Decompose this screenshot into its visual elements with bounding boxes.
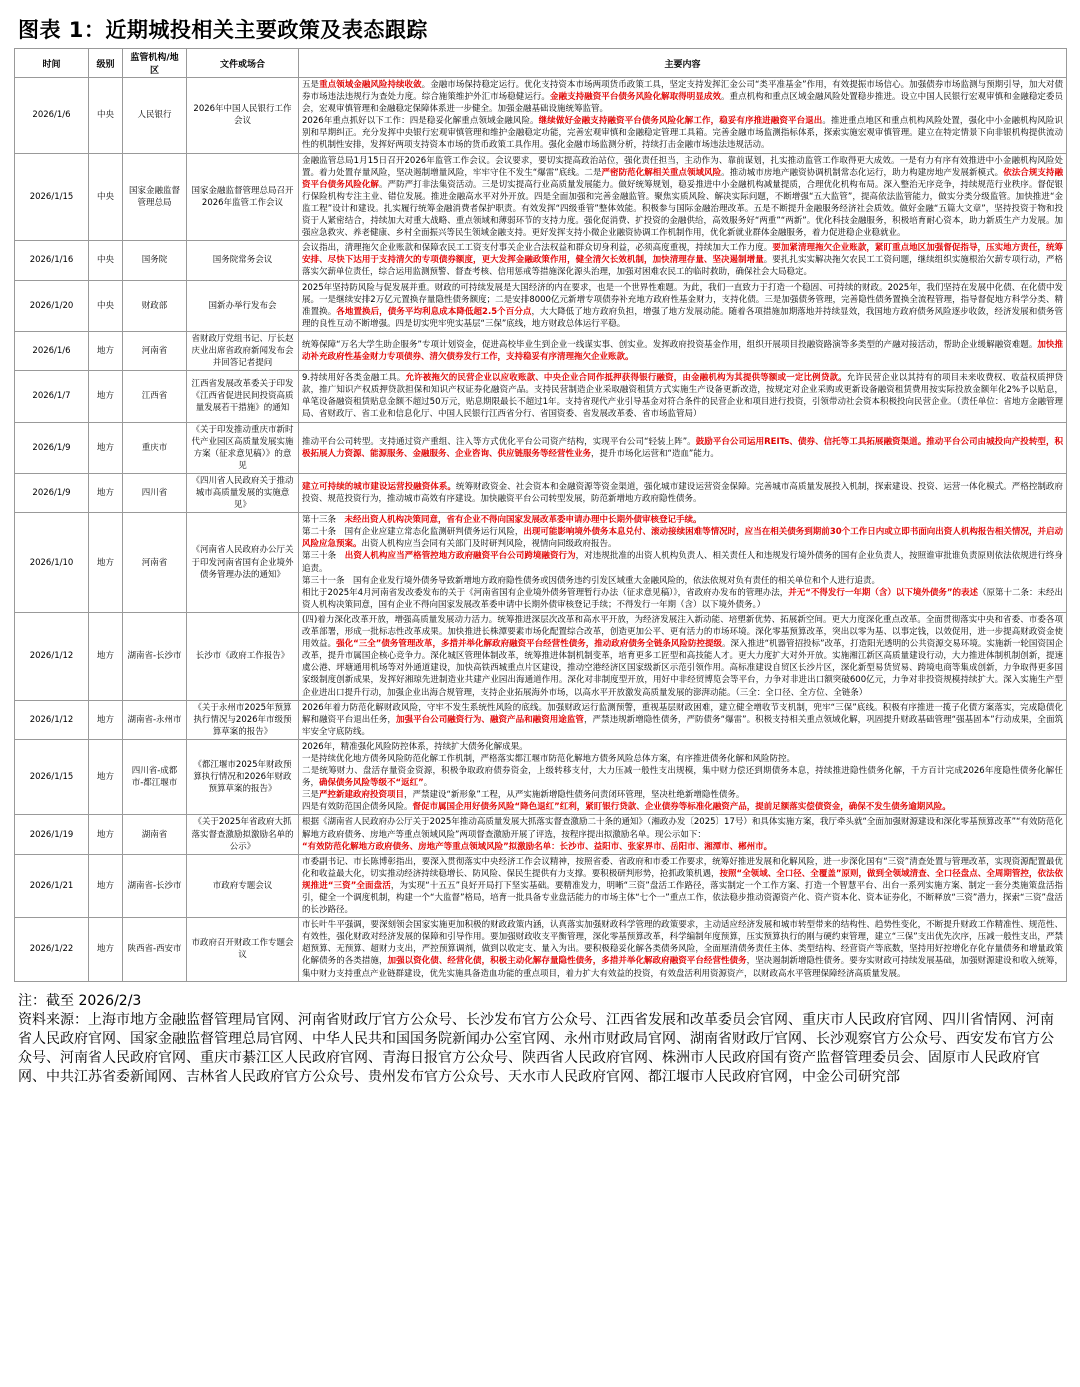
cell-content: [299, 739, 1067, 815]
content-text: 二是统筹财力、盘活存量资金资源，积极争取政府债券资金，上级转移支付，大力压减一般性支出规模，集中财力偿还到期债务本息，持续推进隐性债务化解，千方百计完成2026年度隐性债务化解任务，: [302, 766, 1063, 789]
content-text: ，提升市场化运营和“造血”能力。: [591, 448, 719, 459]
cell-level: 中央: [89, 241, 123, 280]
content-text: 2026年重点抓好以下工作：四是稳妥化解重点领域金融风险。: [302, 116, 539, 127]
highlight-text: 出现可能影响境外债务本息兑付、滚动接续困难等情况时，应当在相关债务到期前30个工作日内或立即书面向出资人机构报告相关情况，并启动风险应急预案。: [302, 527, 1063, 550]
cell-doc: 《四川省人民政府关于推动城市高质量发展的实施意见》: [187, 473, 299, 512]
cell-date: 2026/1/12: [15, 612, 89, 700]
content-text: 2025年坚持防风险与促发展并重。财政的可持续发展是大国经济的内在要求，也是一个世界性难题。为此，我们一直致力于打造一个稳固、可持续的财政。2025年，我们坚持在发展中化债、在化债中发展。一是继续安排2万亿元置换存量隐性债务额度；二是安排8000亿元新增专项债券补充地方政府性基金财力，支持化债。三是加强债务管理，完善隐性债务置换全流程管理，指导督促地方科学分类、精准置换。: [302, 282, 1063, 317]
policy-table: [14, 48, 1067, 982]
cell-doc: 市政府召开财政工作专题会议: [187, 918, 299, 981]
table-row: [15, 78, 1067, 154]
content-text: ，为实现“十五五”良好开局打下坚实基础。要精准发力，明晰“三资”盘活工作路径，落实制定一个工作方案、打造一个智慧平台、出台一系列实施方案、制定一套分类施策盘活指引，健全一个调度机制，构建一个“大监督”格局，培育一批具备专业盘活能力的市场主体“七个一”重点工作，依法稳步推动资源资产化、资产资本化、资本证券化，不断释放“三资”潜力，探索“三资”盘活的长沙路径。: [302, 880, 1063, 916]
highlight-text: 出资人机构应当严格管控地方政府融资平台公司跨境融资行为: [344, 551, 576, 562]
cell-date: 2026/1/16: [15, 241, 89, 280]
cell-level: 地方: [89, 331, 123, 370]
highlight-text: 严控新建政府投资项目: [319, 790, 405, 801]
cell-level: 地方: [89, 739, 123, 815]
highlight-text: 加强平台公司融资行为、融资产品和融资用途监管: [395, 714, 584, 725]
content-text: ，对违规批准的出资人机构负责人、相关责任人和违规发行境外债务的国有企业负责人，按照谁审批谁负责原则依法依规进行终身追责。: [302, 551, 1063, 574]
highlight-text: 严密防范化解相关重点领域风险: [601, 167, 722, 178]
table-row: [15, 331, 1067, 370]
content-text: 。要扎扎实实解决拖欠农民工工资问题，继续组织实施根治欠薪专项行动，严格落实欠薪单位责任，综合运用监测预警、督查考核、信用惩戒等措施深化源头治理，加强对困难农民工的临时救助，确保社会大局稳定。: [302, 255, 1063, 278]
cell-content: [299, 612, 1067, 700]
cell-region: 人民银行: [123, 78, 187, 154]
cell-content: [299, 700, 1067, 739]
cell-date: 2026/1/15: [15, 739, 89, 815]
footer: [14, 992, 1066, 1087]
content-text: 根据《湖南省人民政府办公厅关于2025年推动高质量发展大抓落实督查激励二十条的通知》（湘政办发〔2025〕17号）和具体实施方案，我厅牵头就“全面加强财源建设和深化零基预算改革”“有效防范化解地方政府债务、房地产等重点领域风险”两项督查激励开展了评选，按程序提出拟激励名单。现公示如下：: [302, 817, 1063, 840]
highlight-text: 各地置换后，债务平均利息成本降低超2.5个百分点: [336, 306, 532, 317]
cell-date: 2026/1/15: [15, 153, 89, 241]
table-row: [15, 815, 1067, 854]
cell-doc: 《河南省人民政府办公厅关于印发河南省国有企业境外债务管理办法的通知》: [187, 513, 299, 613]
content-text: 第十三条: [302, 515, 345, 526]
cell-level: 中央: [89, 280, 123, 331]
cell-doc: 国务院常务会议: [187, 241, 299, 280]
table-row: [15, 612, 1067, 700]
cell-region: 湖南省-长沙市: [123, 612, 187, 700]
cell-doc: 长沙市《政府工作报告》: [187, 612, 299, 700]
cell-doc: 省财政厅党组书记、厅长赵庆业出席省政府新闻发布会并回答记者提问: [187, 331, 299, 370]
content-text: 会议指出，清理拖欠企业账款和保障农民工工资支付事关企业合法权益和群众切身利益，必须高度重视，持续加大工作力度。: [302, 243, 773, 254]
content-text: 。严防严打非法集资活动。三是切实提高行业高质量发展能力。做好统筹规划，稳妥推进中小金融机构减量提质，合理优化机构布局。深入整治无序竞争，持续规范行业秩序。督促银行保险机构专注主业、错位发展。推进金融高水平对外开放。四是全面加强和完善金融监管。聚焦实质风险、解决实际问题，不断增强“五大监管”，提高依法监管能力，做实分类分级监管。加快推进“金监工程”设计和建设。扎实履行统筹金融消费者保护职责。有效发挥“四级垂管”整体效能。积极参与国际金融治理改革。五是不断提升金融服务经济社会质效。做好金融“五篇大文章”，坚持投资于物和投资于人紧密结合，持续加大对重大战略、重点领域和薄弱环节的支持力度。强化促消费、扩投资的金融供给，高效服务好“两重”“两新”。优化科技金融服务，积极培育耐心资本，助力新质生产力发展。加强应急救灾、养老健康、乡村全面振兴等民生领域金融支持。更好发挥支持小微企业融资协调工作机制作用，优化新就业群体金融服务，着力促进稳企业稳就业。: [302, 179, 1063, 239]
cell-content: [299, 331, 1067, 370]
cell-level: 中央: [89, 153, 123, 241]
content-text: 四是有效防范国企债务风险。: [302, 802, 413, 813]
highlight-text: 重点领域金融风险持续收敛: [319, 80, 422, 90]
cell-level: 地方: [89, 854, 123, 917]
table-row: [15, 422, 1067, 473]
cell-region: 河南省: [123, 513, 187, 613]
cell-content: [299, 422, 1067, 473]
content-text: 统筹财政资金、社会资本和金融资源等资金渠道，强化城市建设运营资金保障。完善城市高质量发展投入机制，探索建设、投资、运营一体化模式。严格控制政府投资、规范投资行为，推动城市高效有序建设。加快融资平台公司转型发展，防范新增地方政府隐性债务。: [302, 481, 1063, 505]
cell-date: 2026/1/21: [15, 854, 89, 917]
table-row: [15, 854, 1067, 917]
content-text: (四)着力深化改革开放，增强高质量发展动力活力。统筹推进深层次改革和高水平开放，为经济发展注入新动能、培塑新优势、拓展新空间。更大力度深化重点改革。全面贯彻落实中央和省委、市委各项改革部署，形成一批标志性改革成果。加快推进长株潭要素市场化配置综合改革，创造更加公平、更有活力的市场环境。深化零基预算改革，突出以零为基、以事定钱，以效促用，进一步提高财政资金使用效益。: [302, 614, 1063, 650]
content-text: 。: [423, 778, 433, 789]
cell-date: 2026/1/7: [15, 371, 89, 422]
table-row: [15, 739, 1067, 815]
content-text: 2026年，精准强化风险防控体系，持续扩大债务化解成果。: [302, 741, 528, 752]
cell-doc: 《关于印发推动重庆市新时代产业园区高质量发展实施方案（征求意见稿）》的意见: [187, 422, 299, 473]
cell-date: 2026/1/9: [15, 422, 89, 473]
content-text: 统筹保障“万名大学生助企服务”专项计划资金，促进高校毕业生到企业一线谋实事、创实业。发挥政府投资基金作用，组织开展项目投融资路演等多类型的产融对接活动，帮助企业缓解融资难题。: [302, 339, 1038, 350]
cell-region: 财政部: [123, 280, 187, 331]
cell-date: 2026/1/19: [15, 815, 89, 854]
content-text: 第二十条 国有企业应建立常态化监测研判债务运行风险，: [302, 527, 524, 538]
cell-date: 2026/1/6: [15, 331, 89, 370]
footer-note: 注：截至 2026/2/3: [18, 992, 142, 1009]
content-text: 相比于2025年4月河南省发改委发布的关于《河南省国有企业境外债务管理暂行办法（征求意见稿）》，省政府办发布的管理办法，: [302, 587, 789, 598]
cell-region: 四川省-成都市-都江堰市: [123, 739, 187, 815]
cell-doc: 《都江堰市2025年财政预算执行情况和2026年财政预算草案的报告》: [187, 739, 299, 815]
content-text: 第三十条: [302, 551, 345, 562]
cell-date: 2026/1/9: [15, 473, 89, 512]
content-text: 。重点机构和重点区域金融风险处置稳步推进。设立中国人民银行宏观审慎和金融稳定委员会，宏观审慎管理和金融稳定保障体系进一步健全。加强金融基础设施统筹监管。: [302, 92, 1063, 115]
cell-content: [299, 854, 1067, 917]
highlight-text: 鼓励平台公司运用REITs、债券、信托等工具拓展融资渠道。推动平台公司由城投向产投转型，积极拓展人力资源、能源服务、金融服务、企业咨询、供应链服务等经营性业务: [302, 436, 1064, 459]
figure-title: 图表 1：近期城投相关主要政策及表态跟踪: [18, 18, 428, 42]
highlight-text: 确保债务风险等级不“返红”: [319, 778, 424, 789]
cell-level: 地方: [89, 371, 123, 422]
table-header-row: [15, 49, 1067, 78]
cell-doc: 江西省发展改革委关于印发《江西省促进民间投资高质量发展若干措施》的通知: [187, 371, 299, 422]
cell-doc: 《关于永州市2025年预算执行情况与2026年市级预算草案的报告》: [187, 700, 299, 739]
cell-level: 地方: [89, 473, 123, 512]
highlight-text: 并无“不得发行一年期（含）以下境外债务”的表述: [788, 587, 978, 598]
cell-content: [299, 513, 1067, 613]
cell-content: [299, 918, 1067, 981]
content-text: 允许民营企业以其持有的项目未来收费权、收益权质押贷款，推广知识产权质押贷款担保和知识产权证券化融资产品。支持民营制造企业采取融资租赁方式实施生产设备更新改造，按规定对企业采购或更新设备融资租赁费用按实际投放金额年化2%予以贴息，单笔设备融资租赁贴息金额不超过50万元，贴息期限最长不超过1年。支持省现代产业引导基金对符合条件的民营企业和项目进行投资，引领带动社会资本积极投向民营企业。（责任单位：省地方金融管理局、省财政厅、省工业和信息化厅、中国人民银行江西省分行、省国资委、省发展改革委、省市场监管局）: [302, 373, 1063, 420]
content-text: 出资人机构应当会同有关部门及时研判风险，视情向同级政府报告。: [361, 539, 617, 550]
cell-content: [299, 153, 1067, 241]
highlight-text: 要加紧清理拖欠企业账款，紧盯重点地区加强督促指导，压实地方责任，统筹安排、尽快下达用于支持清欠的专项债券额度，更大发挥金融政策作用，健全清欠长效机制，加快清理存量、坚决遏制增量: [302, 243, 1063, 266]
content-text: 市委副书记、市长陈博彰指出，要深入贯彻落实中央经济工作会议精神，按照省委、省政府和市委工作要求，统筹好推进发展和化解风险，进一步深化国有“三资”清查处置与管理改革，实现资源配置最优化和收益最大化，切实推动经济持续稳增长、防风险、保民生提供有力支撑。要积极研判形势，抢抓政策机遇，: [302, 856, 1063, 879]
cell-content: [299, 280, 1067, 331]
content-text: 市长叶牛平强调，要深刻领会国家实施更加积极的财政政策内涵，认真落实加强财政科学管理的政策要求，主动适应经济发展和城市转型带来的结构性、趋势性变化，不断提升财政工作精准性、规范性、有效性，强化财政对经济发展的保障和引导作用。要加强财政收支平衡管理，深化零基预算改革，科学编制年度预算，压实预算执行的刚与硬约束管理，建立“三保”支出优先次序，压减一般性支出，严禁超预算、无预算、超财力支出，严控预算调剂，做到以收定支、量入为出。要积极稳妥化解各类债务风险，全面厘清债务责任主体、类型结构、经营资产等底数，坚持用好控增化存化存量债务和增量政策化解债务的各类措施，: [302, 920, 1063, 967]
cell-doc: 2026年中国人民银行工作会议: [187, 78, 299, 154]
content-text: 9.持续用好各类金融工具。: [302, 373, 406, 384]
cell-level: 中央: [89, 78, 123, 154]
cell-doc: 国新办举行发布会: [187, 280, 299, 331]
content-text: 。金融市场保持稳定运行。优化支持资本市场两项货币政策工具，坚定支持发挥汇金公司“类平准基金”作用，有效提振市场信心。加强债券市场监测与预期引导，加大对债券市场违法违规行为查处力度。综合施策维护外汇市场稳健运行。: [302, 80, 1063, 103]
content-text: ，坚决遏制新增隐性债务。要夯实财政可持续发展基础，加强财源建设和收入统筹，集中财力支持重点产业链群建设，优先实施具备造血功能的重点项目，着力扩大有效益的投资，有效盘活利用资源资产，以财政高水平管理保障经济高质量发展。: [302, 956, 1063, 979]
cell-date: 2026/1/6: [15, 78, 89, 154]
highlight-text: 督促市属国企用好债务风险“降色退红”红利，紧盯银行贷款、企业债券等标准化融资产品，提前足额落实偿债资金，确保不发生债务逾期风险。: [412, 802, 951, 813]
cell-region: 湖南省-永州市: [123, 700, 187, 739]
footer-sources: 资料来源：上海市地方金融监督管理局官网、河南省财政厅官方公众号、长沙发布官方公众号、江西省发展和改革委员会官网、重庆市人民政府官网、四川省情网、河南省人民政府官网、国家金融监督管理总局官网、中华人民共和国国务院新闻办公室官网、永州市财政局官网、湖南省财政厅官网、长沙观察官方公众号、西安发布官方公众号、河南省人民政府官网、重庆市綦江区人民政府官网、青海日报官方公众号、陕西省人民政府官网、株洲市人民政府国有资产监督管理委员会、固原市人民政府官网、中共江苏省委新闻网、吉林省人民政府官方公众号、贵州发布官方公众号、天水市人民政府官网、都江堰市人民政府官网，中金公司研究部: [18, 1011, 1054, 1085]
cell-content: [299, 815, 1067, 854]
content-text: 三是: [302, 790, 320, 801]
content-text: ，严禁违规新增隐性债务，严防债务“爆雷”。积极支持相关重点领域化解，巩固提升财政基础管理“强基固本”行动成果，全面筑牢安全守底防线。: [302, 714, 1063, 737]
table-body: [15, 78, 1067, 982]
cell-region: 重庆市: [123, 422, 187, 473]
highlight-text: 金融支持融资平台债务风险化解取得明显成效: [549, 92, 721, 103]
table-row: [15, 918, 1067, 981]
content-text: ，严禁建设“新形象”工程，从严实施新增隐性债务问责闭环管理，坚决杜绝新增隐性债务。: [404, 790, 745, 801]
highlight-text: 按照“全领域、全口径、全覆盖”原则，做到全领域清查、全口径盘点、全周期管控，依法依规推进“三资”全面盘活: [302, 868, 1063, 891]
cell-level: 地方: [89, 513, 123, 613]
highlight-text: 加快推动补充政府性基金财力专项债券、清欠债券发行工作，支持稳妥有序清理拖欠企业账款。: [302, 339, 1063, 363]
cell-content: [299, 473, 1067, 512]
cell-date: 2026/1/22: [15, 918, 89, 981]
cell-level: 地方: [89, 422, 123, 473]
cell-date: 2026/1/20: [15, 280, 89, 331]
content-text: 金融监管总局1月15日召开2026年监管工作会议。会议要求，要切实提高政治站位，强化责任担当，主动作为、靠前谋划，扎实推动监管工作取得更大成效。一是有力有序有效推进中小金融机构风险处置。着力处置存量风险，坚决遏制增量风险，牢牢守住不发生“爆雷”底线。二是: [302, 155, 1063, 178]
cell-content: [299, 371, 1067, 422]
content-text: 一是持续优化地方债务风险防范化解工作机制，严格落实都江堰市防范化解地方债务风险总体方案，有序推进债务化解和风险防控。: [302, 753, 796, 764]
cell-content: [299, 241, 1067, 280]
cell-level: 地方: [89, 918, 123, 981]
cell-region: 河南省: [123, 331, 187, 370]
table-row: [15, 700, 1067, 739]
highlight-text: 继续做好金融支持融资平台债务风险化解工作，稳妥有序推进融资平台退出: [538, 116, 823, 127]
cell-level: 地方: [89, 815, 123, 854]
cell-level: 地方: [89, 612, 123, 700]
cell-region: 国务院: [123, 241, 187, 280]
content-text: 2026年着力防范化解财政风险，守牢不发生系统性风险的底线。加强财政运行监测预警，重视基层财政困难，建立健全增收节支机制，兜牢“三保”底线。积极有序推进一揽子化债方案落实，完成隐债化解和融资平台退出任务，: [302, 702, 1063, 725]
table-row: [15, 513, 1067, 613]
cell-level: 地方: [89, 700, 123, 739]
highlight-text: 未经出资人机构决策同意，省有企业不得向国家发展改革委申请办理中长期外债审核登记手续。: [344, 515, 702, 526]
highlight-text: 允许被拖欠的民营企业以应收账款、中央企业合同作抵押获得银行融资，由金融机构为其提供等额或一定比例贷款。: [405, 373, 847, 384]
header-level: 级别: [89, 49, 123, 78]
table-row: [15, 153, 1067, 241]
table-row: [15, 241, 1067, 280]
table-row: [15, 371, 1067, 422]
cell-date: 2026/1/10: [15, 513, 89, 613]
header-content: 主要内容: [299, 49, 1067, 78]
cell-date: 2026/1/12: [15, 700, 89, 739]
cell-content: [299, 78, 1067, 154]
highlight-text: “有效防范化解地方政府债务、房地产等重点领域风险”拟激励名单：长沙市、益阳市、张家界市、岳阳市、湘潭市、郴州市。: [302, 841, 773, 852]
content-text: 推动平台公司转型。支持通过资产重组、注入等方式优化平台公司资产结构，实现平台公司“轻装上阵”。: [302, 436, 696, 447]
cell-region: 湖南省: [123, 815, 187, 854]
cell-region: 陕西省-西安市: [123, 918, 187, 981]
content-text: 。推进重点地区和重点机构风险处置，强化中小金融机构风险识别和早期纠正。充分发挥中央银行宏观审慎管理和维护金融稳定功能，完善宏观审慎和金融稳定管理工具箱。完善金融市场监测指标体系，探索实施宏观审慎管理。建立在特定情景下向非银机构提供流动性的机制性安排，发挥好两项支持资本市场的货币政策工具作用。强化金融市场监测分析，持续打击金融市场违法违规活动。: [302, 116, 1063, 151]
highlight-text: 依法合规支持融资平台债务风险化解: [302, 167, 1063, 190]
content-text: 五是: [302, 80, 320, 90]
content-text: 。推动城市房地产融资协调机制常态化运行，助力构建房地产发展新模式。: [721, 167, 1004, 178]
table-row: [15, 280, 1067, 331]
header-region: 监管机构/地区: [123, 49, 187, 78]
cell-doc: 《关于2025年省政府大抓落实督查激励拟激励名单的公示》: [187, 815, 299, 854]
content-text: （原第十二条：未经出资人机构决策同意，国有企业不得向国家发展改革委申请中长期外债审核登记手续；不得发行一年期（含）以下境外债务。）: [302, 587, 1063, 610]
highlight-text: 建立可持续的城市建设运营投融资体系。: [302, 481, 456, 492]
content-text: ，大大降低了地方政府负担，增强了地方发展动能。随着各项措施加期落地并持续显效，我国地方政府债务风险逐步收敛，经济发展和债务管理的良性互动不断增强。四是切实兜牢兜实基层“三保”底线，地方财政总体运行平稳。: [302, 306, 1063, 329]
header-doc: 文件或场合: [187, 49, 299, 78]
header-date: 时间: [15, 49, 89, 78]
cell-region: 国家金融监督管理总局: [123, 153, 187, 241]
table-row: [15, 473, 1067, 512]
highlight-text: 加强以资化债、经营化债，积极主动化解存量隐性债务，多措并举化解政府融资平台经营性债务: [387, 956, 747, 967]
content-text: 。深入推进“机器管招投标”改革，打造阳光透明的公共资源交易环境。实施新一轮国资国企改革，提升市属国企核心竞争力。深化城区管理体制改革，统筹推进体制机制变革，培育更多工匠型和高技能人才。更大力度扩大对外开放。实施湘江新区高质量建设行动，大力推进体制机制创新，提速虞公港、坪塘通用机场等对外通道建设，加快高铁西城重点片区建设，推动空港经济区国家级新区示范引领作用。高标准建设自贸区长沙片区，深化新型易货贸易、跨境电商等集成创新，力争取得更多国家级制度创新成果，发挥好湘琼先进制造业共建产业园出海通道作用。深化对非制度型开放，用好中非经贸博览会等平台，力争对非进出口额突破600亿元，力争对非投资规模持续扩大。深入实施生产型企业进出口提升行动，加强企业出海合规管理，支持企业拓展海外市场，以高水平开放激发高质量发展的澎湃动能。（三全：全口径、全方位、全链条）: [302, 639, 1063, 698]
cell-region: 湖南省-长沙市: [123, 854, 187, 917]
content-text: 第三十一条 国有企业发行境外债务导致新增地方政府隐性债务或因债务违约引发区域重大金融风险的，依法依规对负有责任的相关单位和个人进行追责。: [302, 575, 881, 586]
cell-region: 四川省: [123, 473, 187, 512]
cell-doc: 国家金融监督管理总局召开2026年监管工作会议: [187, 153, 299, 241]
highlight-text: 强化“三全”债务管理改革，多措并举化解政府融资平台经营性债务，推动政府债务全链条风险防控提级: [336, 639, 723, 650]
cell-region: 江西省: [123, 371, 187, 422]
cell-doc: 市政府专题会议: [187, 854, 299, 917]
